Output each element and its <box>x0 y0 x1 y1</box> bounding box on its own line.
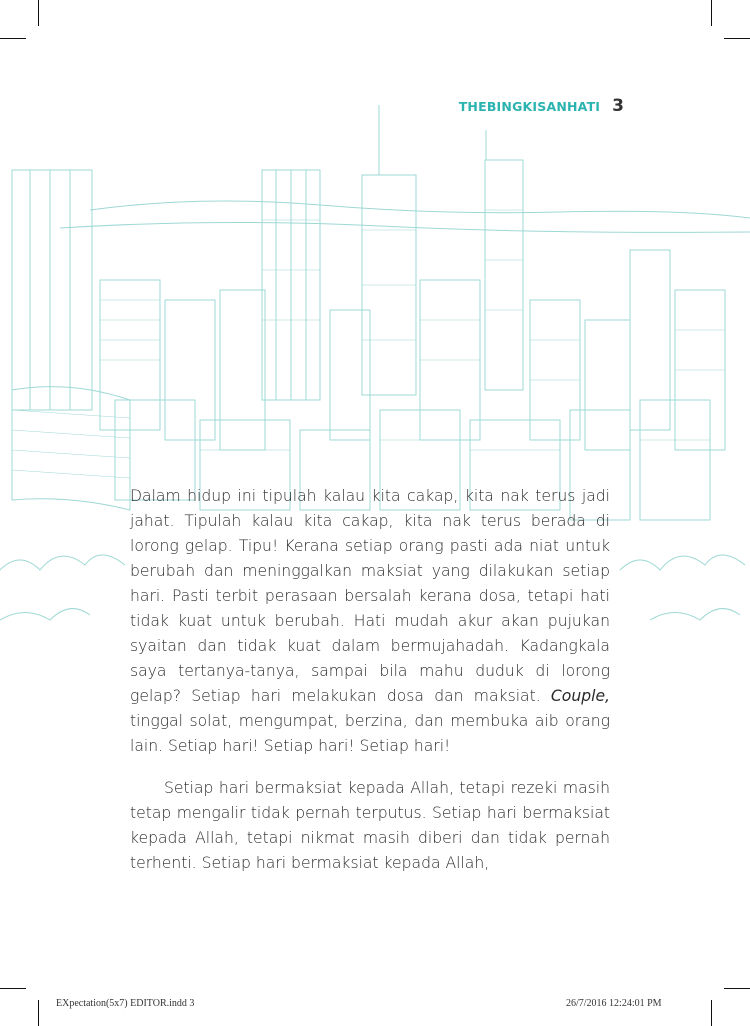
print-footer <box>0 990 750 1016</box>
crop-mark-top-right-h <box>724 38 750 39</box>
crop-mark-top-right-v <box>711 0 712 26</box>
crop-mark-bottom-left-h <box>0 988 26 989</box>
crop-mark-top-left-v <box>38 0 39 26</box>
paragraph-1-tail: tinggal solat, mengumpat, berzina, dan membuka aib orang lain. Setiap hari! Setiap hari! Setiap hari! <box>130 712 610 755</box>
running-title: THEBINGKISANHATI <box>458 99 601 114</box>
paragraph-1-italic: Couple, <box>550 687 610 705</box>
paragraph-1 <box>130 484 610 759</box>
page-number: 3 <box>612 96 624 116</box>
crop-mark-bottom-right-h <box>724 988 750 989</box>
footer-timestamp: 26/7/2016 12:24:01 PM <box>566 998 662 1009</box>
paragraph-2: Setiap hari bermaksiat kepada Allah, tetapi rezeki masih tetap mengalir tidak pernah terputus. Setiap hari bermaksiat kepada Allah, tetapi nikmat masih diberi dan tidak pernah terhenti. Setiap hari bermaksiat kepada Allah, <box>130 779 610 872</box>
footer-file-name: EXpectation(5x7) EDITOR.indd 3 <box>56 998 195 1009</box>
paragraph-1-text: Dalam hidup ini tipulah kalau kita cakap, kita nak terus jadi jahat. Tipulah kalau kita cakap, kita nak terus berada di lorong gelap. Tipu! Kerana setiap orang pasti ada niat untuk berubah dan meninggalkan maksiat yang dilakukan setiap hari. Pasti terbit perasaan bersalah kerana dosa, tetapi hati tidak kuat untuk berubah. Hati mudah akur akan pujukan syaitan dan tidak kuat dalam bermujahadah. Kadangkala saya tertanya-tanya, sampai bila mahu duduk di lorong gelap? Setiap hari melakukan dosa dan maksiat. <box>130 487 610 705</box>
crop-mark-top-left-h <box>0 38 26 39</box>
body-text <box>130 484 610 876</box>
